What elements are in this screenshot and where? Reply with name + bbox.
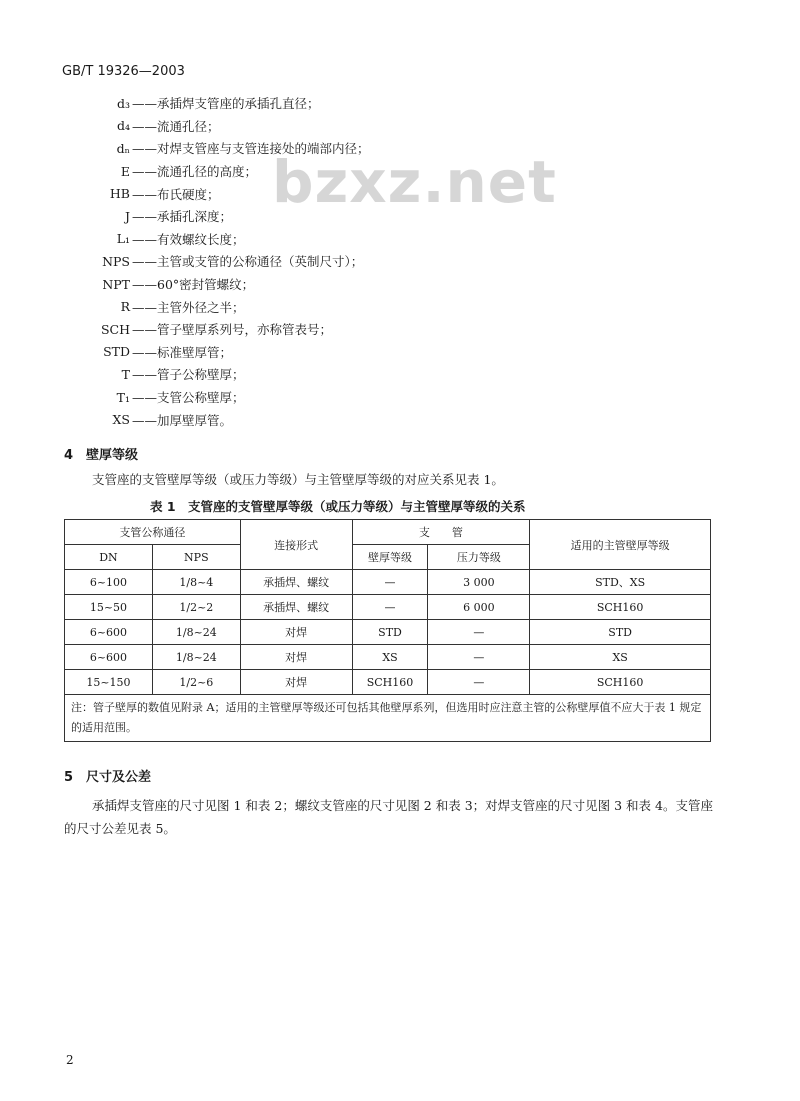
page-number: 2 xyxy=(66,1053,74,1067)
cell-wall: XS xyxy=(352,645,428,670)
symbol-row xyxy=(60,318,480,341)
cell-wall: STD xyxy=(352,620,428,645)
symbol-definition: ——流通孔径的高度； xyxy=(132,164,258,180)
symbol-row xyxy=(60,137,480,160)
section-5-heading: 5 尺寸及公差 xyxy=(64,770,152,785)
symbol-row xyxy=(60,408,480,431)
symbol-term: J xyxy=(124,208,130,224)
cell-main: SCH160 xyxy=(530,670,711,695)
symbol-term: T xyxy=(121,366,130,382)
cell-nps: 1/8~24 xyxy=(152,645,240,670)
header-nominal: 支管公称通径 xyxy=(65,520,241,545)
header-main: 适用的主管壁厚等级 xyxy=(530,520,711,570)
cell-connection: 承插焊、螺纹 xyxy=(240,595,352,620)
symbol-definition: ——有效螺纹长度； xyxy=(132,231,245,247)
symbol-definition: ——主管外径之半； xyxy=(132,299,245,315)
cell-wall: — xyxy=(352,595,428,620)
symbol-row xyxy=(60,295,480,318)
thickness-table xyxy=(64,519,711,742)
symbol-row xyxy=(60,115,480,138)
symbol-term: SCH xyxy=(100,321,130,337)
watermark: bzxz.net xyxy=(272,148,557,216)
symbol-definition: ——对焊支管座与支管连接处的端部内径； xyxy=(132,141,370,157)
cell-nps: 1/2~6 xyxy=(152,670,240,695)
symbol-definition: ——60°密封管螺纹； xyxy=(132,277,255,293)
cell-connection: 对焊 xyxy=(240,645,352,670)
header-dn: DN xyxy=(65,545,153,570)
cell-pressure: 3 000 xyxy=(428,570,530,595)
symbol-definition: ——管子公称壁厚； xyxy=(132,367,245,383)
cell-dn: 6~600 xyxy=(65,620,153,645)
symbol-term: dₙ xyxy=(116,140,130,156)
header-branch: 支 管 xyxy=(352,520,530,545)
table-caption: 表 1 支管座的支管壁厚等级（或压力等级）与主管壁厚等级的关系 xyxy=(150,499,526,514)
symbol-definition: ——加厚壁厚管。 xyxy=(132,412,233,428)
symbol-row xyxy=(60,92,480,115)
cell-pressure: 6 000 xyxy=(428,595,530,620)
cell-main: STD xyxy=(530,620,711,645)
symbol-row xyxy=(60,182,480,205)
header-wall: 壁厚等级 xyxy=(352,545,428,570)
section-4-paragraph: 支管座的支管壁厚等级（或压力等级）与主管壁厚等级的对应关系见表 1。 xyxy=(92,472,504,487)
cell-pressure: — xyxy=(428,645,530,670)
cell-pressure: — xyxy=(428,670,530,695)
table-row xyxy=(65,620,711,645)
cell-nps: 1/8~24 xyxy=(152,620,240,645)
cell-main: SCH160 xyxy=(530,595,711,620)
symbol-definition: ——承插孔深度； xyxy=(132,209,233,225)
standard-number: GB/T 19326—2003 xyxy=(62,64,185,79)
table-row xyxy=(65,595,711,620)
cell-connection: 承插焊、螺纹 xyxy=(240,570,352,595)
table-row xyxy=(65,645,711,670)
cell-dn: 6~100 xyxy=(65,570,153,595)
cell-main: XS xyxy=(530,645,711,670)
table-row xyxy=(65,670,711,695)
symbol-definition: ——承插焊支管座的承插孔直径； xyxy=(132,96,320,112)
symbol-term: HB xyxy=(109,186,130,202)
symbol-term: d₄ xyxy=(116,118,130,134)
cell-dn: 15~150 xyxy=(65,670,153,695)
symbol-definition: ——管子壁厚系列号，亦称管表号； xyxy=(132,322,333,338)
symbol-row xyxy=(60,273,480,296)
table-row xyxy=(65,570,711,595)
cell-pressure: — xyxy=(428,620,530,645)
symbol-term: L₁ xyxy=(116,231,130,247)
symbol-term: T₁ xyxy=(116,389,130,405)
symbol-row xyxy=(60,250,480,273)
symbol-row xyxy=(60,363,480,386)
symbol-definition: ——支管公称壁厚； xyxy=(132,390,245,406)
symbol-term: STD xyxy=(103,344,130,360)
symbol-row xyxy=(60,386,480,409)
symbol-term: NPT xyxy=(102,276,130,292)
header-nps: NPS xyxy=(152,545,240,570)
symbol-term: XS xyxy=(112,412,130,428)
symbol-term: R xyxy=(120,299,130,315)
cell-connection: 对焊 xyxy=(240,620,352,645)
symbol-row xyxy=(60,205,480,228)
symbol-term: E xyxy=(120,163,130,179)
header-connection: 连接形式 xyxy=(240,520,352,570)
cell-connection: 对焊 xyxy=(240,670,352,695)
cell-main: STD、XS xyxy=(530,570,711,595)
symbol-row xyxy=(60,160,480,183)
symbol-definition: ——标准壁厚管； xyxy=(132,344,233,360)
section-4-heading: 4 壁厚等级 xyxy=(64,448,139,463)
cell-wall: SCH160 xyxy=(352,670,428,695)
symbol-definition: ——主管或支管的公称通径（英制尺寸）； xyxy=(132,254,364,270)
cell-nps: 1/8~4 xyxy=(152,570,240,595)
symbol-row xyxy=(60,341,480,364)
cell-wall: — xyxy=(352,570,428,595)
symbol-definition: ——布氏硬度； xyxy=(132,186,220,202)
cell-dn: 6~600 xyxy=(65,645,153,670)
symbol-list xyxy=(60,92,480,431)
header-pressure: 压力等级 xyxy=(428,545,530,570)
section-5-paragraph: 承插焊支管座的尺寸见图 1 和表 2；螺纹支管座的尺寸见图 2 和表 3；对焊支管座的尺寸见图 3 和表 4。支管座的尺寸公差见表 5。 xyxy=(64,798,713,836)
symbol-term: NPS xyxy=(102,253,130,269)
symbol-row xyxy=(60,228,480,251)
cell-dn: 15~50 xyxy=(65,595,153,620)
symbol-term: d₃ xyxy=(116,95,130,111)
symbol-definition: ——流通孔径； xyxy=(132,118,220,134)
table-note: 注：管子壁厚的数值见附录 A；适用的主管壁厚等级还可包括其他壁厚系列，但选用时应注意主管的公称壁厚值不应大于表 1 规定的适用范围。 xyxy=(65,695,711,742)
cell-nps: 1/2~2 xyxy=(152,595,240,620)
